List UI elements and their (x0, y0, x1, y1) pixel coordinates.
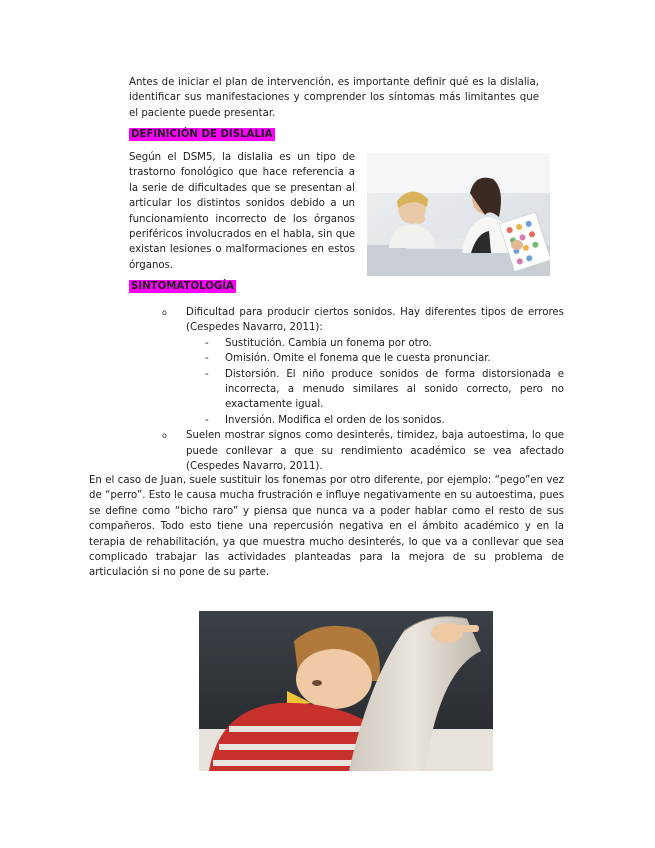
dash-marker: - (205, 368, 209, 380)
dash-marker: - (205, 337, 209, 349)
frustrated-boy-photo (199, 611, 493, 771)
symptom-item-text: Dificultad para producir ciertos sonidos. Hay diferentes tipos de errores (Cespedes Navarro, 2011): (186, 307, 564, 334)
definition-heading-wrap (129, 128, 275, 141)
error-type-item (205, 336, 564, 351)
case-paragraph: En el caso de Juan, suele sustituir los fonemas por otro diferente, por ejemplo: “pego”en vez de “perro”. Esto le causa mucha frustración e influye negativamente en su autoestima, pues se define como “bicho raro” y piensa que nunca va a poder hablar como el resto de sus compañeros. Todo esto tiene una repercusión negativa en el ámbito académico y en la terapia de rehabilitación, ya que muestra mucho desinterés, lo que va a conllevar que sea complicado trabajar las actividades planteadas para la mejora de su problema de articulación si no pone de su parte. (89, 475, 564, 579)
bullet-marker: o (162, 431, 167, 441)
dash-marker: - (205, 414, 209, 426)
error-type-text: Inversión. Modifica el orden de los sonidos. (225, 414, 445, 426)
dash-marker: - (205, 353, 209, 365)
error-type-item (205, 351, 564, 366)
error-types-list (205, 336, 564, 428)
symptom-item (162, 305, 564, 428)
error-type-text: Sustitución. Cambia un fonema por otro. (225, 337, 432, 349)
symptoms-list (162, 305, 564, 474)
intro-paragraph: Antes de iniciar el plan de intervención, es importante definir qué es la dislalia, identificar sus manifestaciones y comprender los síntomas más limitantes que el paciente puede presentar. (129, 77, 539, 119)
error-type-text: Omisión. Omite el fonema que le cuesta pronunciar. (225, 353, 491, 365)
bullet-marker: o (162, 308, 167, 317)
definition-paragraph: Según el DSM5, la dislalia es un tipo de trastorno fonológico que hace referencia a la serie de dificultades que se presentan al articular los distintos sonidos debido a un funcionamiento incorrecto de los órganos periféricos involucrados en el habla, sin que existan lesiones o malformaciones en estos órganos. (129, 152, 355, 271)
error-type-text: Distorsión. El niño produce sonidos de forma distorsionada e incorrecta, a menudo similares al sonido correcto, pero no exactamente igual. (225, 368, 564, 411)
definition-heading: DEFINICIÓN DE DISLALIA (131, 129, 273, 140)
symptoms-heading: SINTOMATOLOGÍA (131, 281, 234, 292)
symptoms-heading-wrap (129, 280, 236, 293)
symptom-item-text: Suelen mostrar signos como desinterés, timidez, baja autoestima, lo que puede conllevar a que su rendimiento académico se vea afectado (Cespedes Navarro, 2011). (186, 430, 564, 473)
symptom-item (162, 428, 564, 474)
error-type-item (205, 413, 564, 428)
therapy-photo (367, 153, 550, 276)
error-type-item (205, 367, 564, 413)
